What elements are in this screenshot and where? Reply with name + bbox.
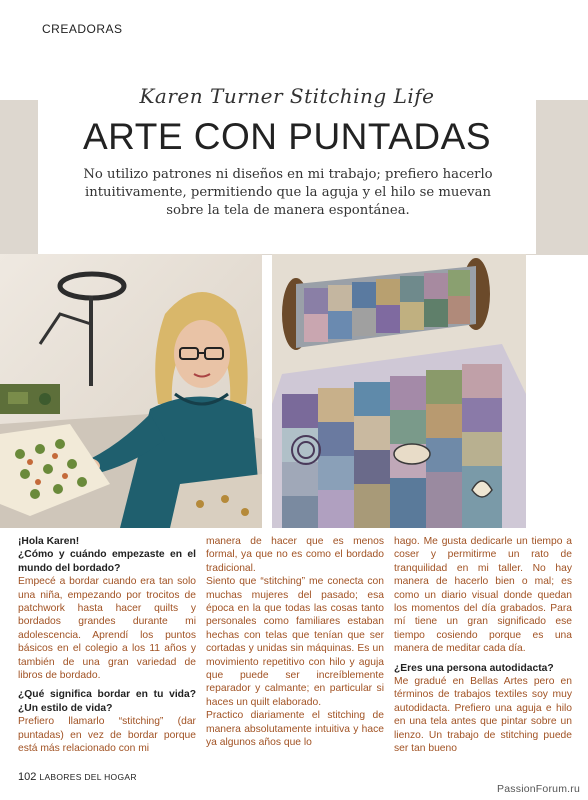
article-subtitle: Karen Turner Stitching Life (139, 84, 435, 108)
answer-3: Me gradué en Bellas Artes pero en términos de trabajos textiles soy muy autodidacta. Prefiero una aguja e hilo en una tela antes que pintar sobre un lienzo. Un trabajo de stitching puede ser tan bueno (394, 676, 572, 755)
text-column-3 (394, 535, 572, 756)
page-footer (18, 771, 137, 783)
answer-2-continued: manera de hacer que es menos formal, ya que no es como el bordado tradicional. (206, 536, 384, 574)
text-column-1 (18, 535, 196, 756)
page-number: 102 (18, 771, 37, 783)
answer-2-ending: hago. Me gusta dedicarle un tiempo a coser y permitirme un rato de tranquilidad en mi taller. No hay manera de hacerlo bien o mal; es como un diario visual donde quedan los momentos del día grabados. Para mí tiene un gran significado ese tiempo cosiendo porque es una manera de meditar cada día. (394, 536, 572, 655)
section-label: CREADORAS (42, 22, 123, 36)
answer-2-paragraph-2: Siento que “stitching” me conecta con muchas mujeres del pasado; esa época en la que todas las cosas tanto personales como familiares estaban hechas con telas que tenían que ser cortadas y unidas sin máquinas. Es un movimiento repetitivo con hilo y aguja que puede ser increíblemente reparador y calmante; en particular si haces un quilt elaborado. (206, 576, 384, 708)
question-1: ¿Cómo y cuándo empezaste en el mundo del bordado? (18, 549, 196, 574)
title-card (38, 72, 536, 254)
article-lead: No utilizo patrones ni diseños en mi trabajo; prefiero hacerlo intuitivamente, permitiendo que la aguja y el hilo se muevan sobre la tela de manera espontánea. (83, 167, 493, 218)
magazine-name: LABORES DEL HOGAR (39, 772, 137, 782)
karen-portrait-photo (0, 254, 262, 528)
text-column-2 (206, 535, 384, 750)
stitched-scroll-photo (272, 254, 526, 528)
answer-2-start: Prefiero llamarlo “stitching” (dar puntadas) en vez de bordar porque está más relacionado con mi (18, 716, 196, 755)
answer-1: Empecé a bordar cuando era tan solo una niña, empezando por trocitos de patchwork hasta hacer quilts y bordados grandes durante mi adolescencia. Aprendí los puntos básicos en el colegio a los 11 años y también de una gran variedad de libros de bordado. (18, 576, 196, 682)
article-title: ARTE CON PUNTADAS (82, 116, 492, 157)
question-2: ¿Qué significa bordar en tu vida? ¿Un estilo de vida? (18, 689, 196, 714)
question-3: ¿Eres una persona autodidacta? (394, 662, 554, 674)
greeting: ¡Hola Karen! (18, 536, 80, 547)
answer-2-paragraph-3: Practico diariamente el stitching de manera absolutamente intuitiva y hace ya algunos años que lo (206, 710, 384, 749)
watermark: PassionForum.ru (497, 783, 580, 795)
